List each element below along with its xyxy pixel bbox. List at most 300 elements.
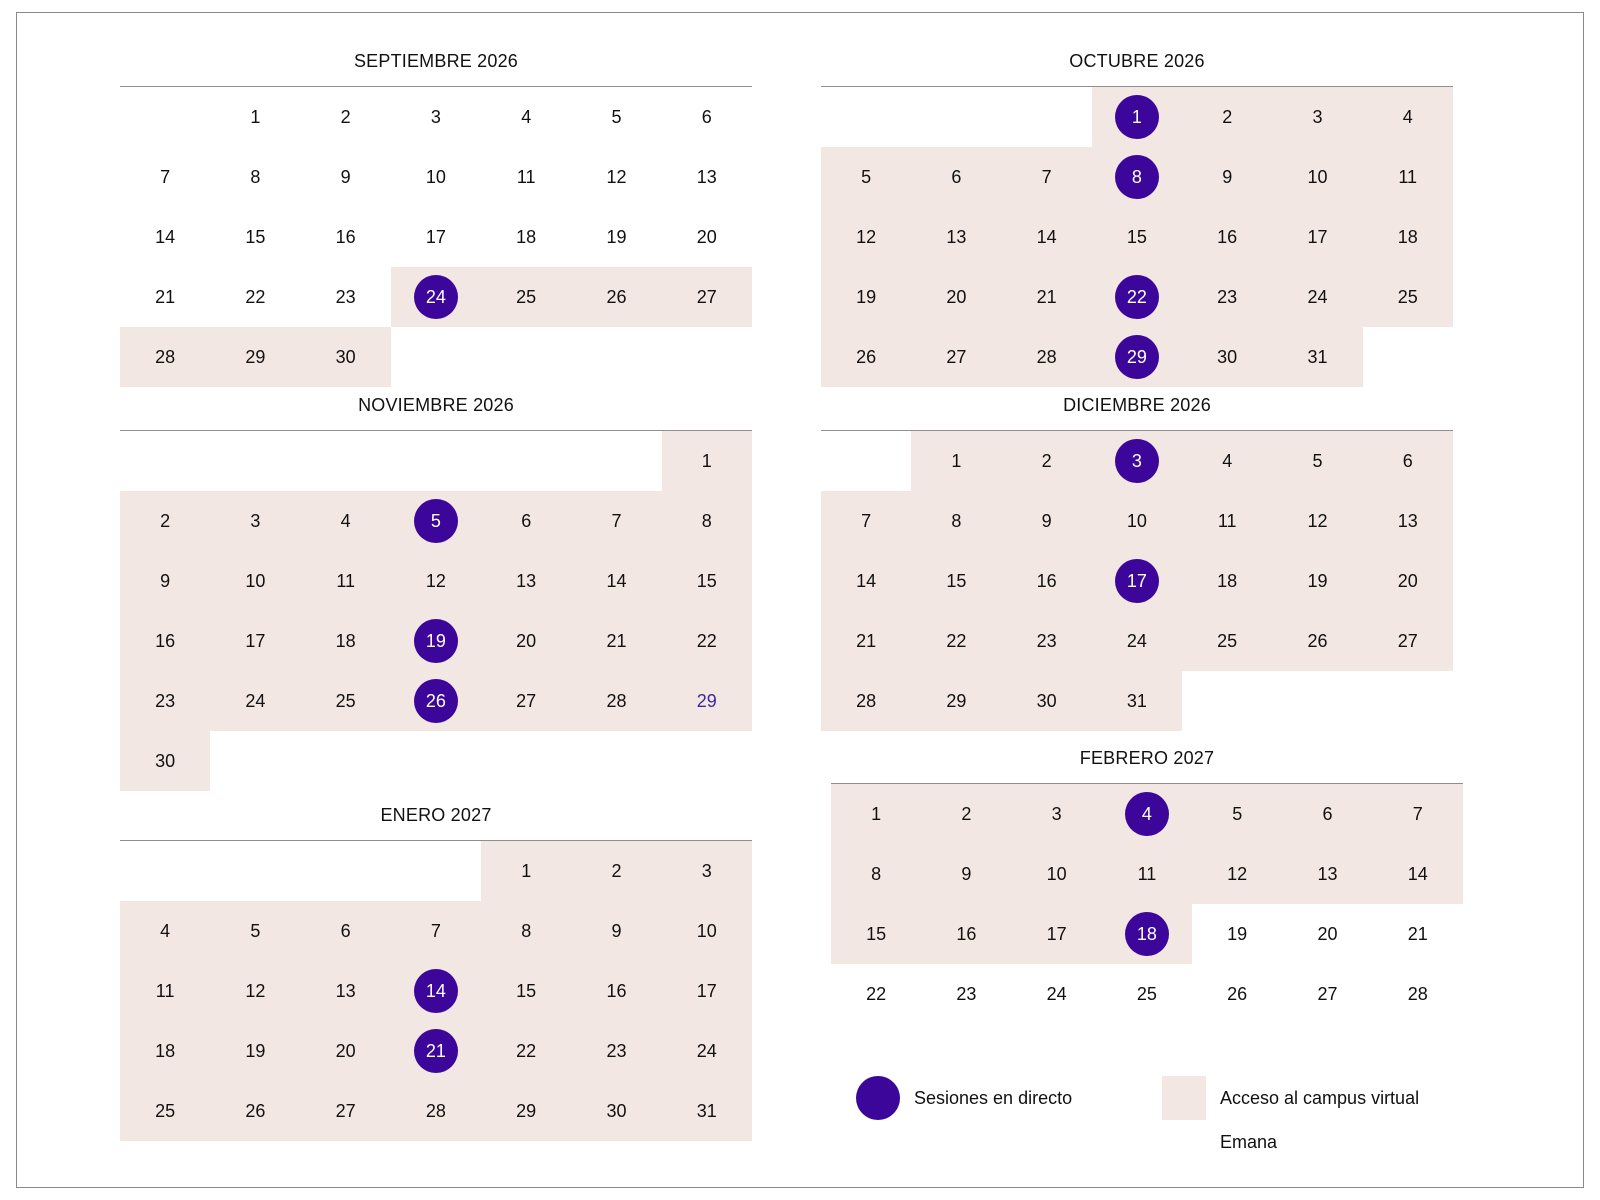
day-cell [1373, 844, 1463, 904]
live-session-day: 22 [1115, 275, 1159, 319]
day-cell [821, 267, 911, 327]
live-session-day: 3 [1115, 439, 1159, 483]
month-february-2027 [831, 733, 1463, 1024]
day-cell [481, 611, 571, 671]
day-cell [481, 1081, 571, 1141]
day-number: 1 [521, 860, 532, 881]
day-number: 2 [340, 106, 351, 127]
day-cell [571, 961, 661, 1021]
day-number: 4 [521, 106, 532, 127]
day-number: 8 [250, 166, 261, 187]
legend-live-label: Sesiones en directo [914, 1088, 1073, 1108]
day-cell [391, 147, 481, 207]
day-cell [662, 1081, 752, 1141]
day-cell [662, 671, 752, 731]
day-number: 17 [245, 630, 266, 651]
day-number: 9 [611, 920, 622, 941]
day-number: 7 [611, 510, 622, 531]
day-number: 29 [245, 346, 266, 367]
day-number: 6 [521, 510, 532, 531]
day-number: 15 [516, 980, 537, 1001]
day-cell [210, 901, 300, 961]
day-number: 19 [245, 1040, 266, 1061]
day-number: 5 [861, 166, 872, 187]
day-number: 30 [335, 346, 356, 367]
day-cell [821, 327, 911, 387]
day-number: 14 [606, 570, 627, 591]
day-number: 14 [1036, 226, 1057, 247]
day-cell [1363, 87, 1453, 147]
day-grid [120, 841, 752, 1141]
day-cell [1002, 671, 1092, 731]
day-number: 16 [1036, 570, 1057, 591]
day-cell [481, 841, 571, 901]
day-cell [210, 1021, 300, 1081]
day-cell [391, 611, 481, 671]
day-number: 23 [606, 1040, 627, 1061]
day-number: 21 [856, 630, 877, 651]
day-number: 13 [1397, 510, 1418, 531]
day-number: 17 [1307, 226, 1328, 247]
day-cell [1182, 611, 1272, 671]
day-number: 27 [516, 690, 537, 711]
day-number: 19 [856, 286, 877, 307]
day-cell [571, 1021, 661, 1081]
day-cell [210, 87, 300, 147]
day-grid [831, 784, 1463, 1024]
day-number: 11 [1398, 166, 1418, 187]
month-october-2026 [821, 36, 1453, 387]
empty-day-cell [210, 841, 300, 901]
day-number: 11 [1137, 863, 1157, 884]
day-cell [1092, 207, 1182, 267]
day-cell [481, 1021, 571, 1081]
day-number: 31 [1126, 690, 1147, 711]
day-cell [662, 431, 752, 491]
day-cell [120, 207, 210, 267]
day-number: 1 [701, 450, 712, 471]
day-number: 12 [425, 570, 446, 591]
day-cell [1092, 671, 1182, 731]
day-number: 13 [516, 570, 537, 591]
live-session-day: 21 [414, 1029, 458, 1073]
live-session-day: 5 [414, 499, 458, 543]
day-cell [821, 671, 911, 731]
day-number: 22 [245, 286, 266, 307]
month-title: OCTUBRE 2026 [1069, 51, 1205, 71]
day-cell [1363, 491, 1453, 551]
day-cell [921, 904, 1011, 964]
day-number: 4 [1402, 106, 1413, 127]
day-number: 6 [951, 166, 962, 187]
day-number: 26 [1307, 630, 1328, 651]
day-cell [911, 671, 1001, 731]
live-session-day: 19 [414, 619, 458, 663]
day-cell [1192, 784, 1282, 844]
day-number: 26 [606, 286, 627, 307]
day-cell [481, 551, 571, 611]
day-number: 6 [701, 106, 712, 127]
day-cell [301, 87, 391, 147]
day-cell [1182, 431, 1272, 491]
day-number: 27 [946, 346, 967, 367]
day-number: 20 [335, 1040, 356, 1061]
day-number: 16 [335, 226, 356, 247]
day-cell [1002, 551, 1092, 611]
day-number: 28 [155, 346, 176, 367]
day-cell [1192, 844, 1282, 904]
day-number: 10 [425, 166, 446, 187]
day-cell [911, 147, 1001, 207]
day-cell [831, 904, 921, 964]
day-number: 11 [1217, 510, 1237, 531]
day-number: 8 [701, 510, 712, 531]
day-number: 16 [1217, 226, 1238, 247]
day-cell [1002, 327, 1092, 387]
day-number: 2 [1222, 106, 1233, 127]
day-cell [120, 731, 210, 791]
day-cell [1002, 491, 1092, 551]
day-cell [1102, 784, 1192, 844]
day-number: 7 [1041, 166, 1052, 187]
day-number: 20 [946, 286, 967, 307]
day-number: 31 [696, 1100, 717, 1121]
day-number: 23 [956, 983, 977, 1004]
month-january-2027 [120, 790, 752, 1141]
day-number: 3 [250, 510, 261, 531]
empty-day-cell [301, 841, 391, 901]
day-number: 18 [516, 226, 537, 247]
day-cell [120, 901, 210, 961]
legend [856, 1076, 1476, 1152]
day-cell [1182, 147, 1272, 207]
day-number: 26 [245, 1100, 266, 1121]
day-cell [481, 961, 571, 1021]
day-cell [1012, 904, 1102, 964]
day-cell [1373, 784, 1463, 844]
day-number: 2 [961, 803, 972, 824]
day-cell [391, 1021, 481, 1081]
day-number: 7 [1412, 803, 1423, 824]
day-cell [1102, 964, 1192, 1024]
day-cell [1012, 844, 1102, 904]
day-cell [1092, 611, 1182, 671]
day-cell [911, 551, 1001, 611]
day-number: 18 [1217, 570, 1238, 591]
day-grid [821, 87, 1453, 387]
day-number: 23 [335, 286, 356, 307]
day-number: 12 [245, 980, 266, 1001]
month-title: NOVIEMBRE 2026 [358, 395, 514, 415]
day-number: 17 [425, 226, 446, 247]
day-cell [1092, 147, 1182, 207]
day-cell [391, 267, 481, 327]
month-title: FEBRERO 2027 [1079, 748, 1215, 768]
day-cell [1363, 207, 1453, 267]
day-number: 27 [696, 286, 717, 307]
day-cell [571, 147, 661, 207]
live-session-day: 4 [1125, 792, 1169, 836]
day-number: 9 [1041, 510, 1052, 531]
live-session-day: 1 [1115, 95, 1159, 139]
day-cell [831, 784, 921, 844]
day-cell [301, 1021, 391, 1081]
day-cell [821, 611, 911, 671]
day-number: 26 [1227, 983, 1248, 1004]
day-number: 13 [1317, 863, 1338, 884]
day-number: 24 [245, 690, 266, 711]
day-number: 3 [701, 860, 712, 881]
day-number: 11 [336, 570, 355, 591]
day-cell [1272, 87, 1362, 147]
day-cell [571, 1081, 661, 1141]
day-cell [911, 327, 1001, 387]
day-number: 8 [521, 920, 532, 941]
day-cell [1012, 784, 1102, 844]
day-number: 17 [1046, 923, 1067, 944]
day-number: 25 [1136, 983, 1157, 1004]
day-cell [481, 207, 571, 267]
day-cell [301, 207, 391, 267]
day-cell [1282, 964, 1372, 1024]
day-cell [391, 901, 481, 961]
day-number: 24 [1126, 630, 1147, 651]
day-number: 10 [1046, 863, 1067, 884]
day-number: 18 [155, 1040, 176, 1061]
day-number: 1 [951, 450, 962, 471]
day-number: 9 [160, 570, 171, 591]
day-cell [1102, 904, 1192, 964]
day-cell [481, 267, 571, 327]
day-number: 20 [1397, 570, 1418, 591]
day-cell [571, 87, 661, 147]
month-title: DICIEMBRE 2026 [1063, 395, 1211, 415]
day-cell [210, 611, 300, 671]
day-cell [1092, 327, 1182, 387]
day-cell [481, 147, 571, 207]
day-number: 13 [335, 980, 356, 1001]
day-cell [1373, 904, 1463, 964]
day-number: 1 [250, 106, 261, 127]
day-cell [821, 551, 911, 611]
day-cell [210, 147, 300, 207]
day-number: 12 [1307, 510, 1328, 531]
day-cell [662, 267, 752, 327]
day-number: 13 [696, 166, 717, 187]
live-session-day: 17 [1115, 559, 1159, 603]
day-cell [120, 551, 210, 611]
empty-day-cell [1002, 87, 1092, 147]
day-number: 5 [1232, 803, 1243, 824]
day-cell [831, 964, 921, 1024]
day-number: 23 [1217, 286, 1238, 307]
day-cell [821, 491, 911, 551]
day-cell [1182, 551, 1272, 611]
day-number: 9 [340, 166, 351, 187]
day-cell [210, 671, 300, 731]
day-cell [301, 1081, 391, 1141]
legend-campus-label: Acceso al campus virtual Emana [1220, 1088, 1420, 1152]
day-grid [821, 431, 1453, 731]
day-cell [1092, 491, 1182, 551]
day-cell [1272, 611, 1362, 671]
day-cell [120, 1081, 210, 1141]
day-number: 21 [1407, 923, 1428, 944]
day-cell [571, 671, 661, 731]
day-cell [911, 431, 1001, 491]
day-cell [921, 964, 1011, 1024]
day-number: 16 [155, 630, 176, 651]
live-session-day: 18 [1125, 912, 1169, 956]
day-cell [301, 267, 391, 327]
empty-day-cell [571, 431, 661, 491]
day-number: 18 [335, 630, 356, 651]
empty-day-cell [301, 431, 391, 491]
day-number: 28 [1407, 983, 1428, 1004]
day-cell [120, 961, 210, 1021]
day-cell [301, 551, 391, 611]
empty-day-cell [120, 87, 210, 147]
day-number: 29 [696, 690, 717, 711]
day-cell [1363, 431, 1453, 491]
day-number: 3 [430, 106, 441, 127]
day-number: 22 [866, 983, 887, 1004]
day-cell [571, 901, 661, 961]
day-cell [1272, 267, 1362, 327]
day-number: 14 [856, 570, 877, 591]
month-title: ENERO 2027 [380, 805, 492, 825]
live-session-day: 8 [1115, 155, 1159, 199]
month-title: SEPTIEMBRE 2026 [353, 51, 519, 71]
day-cell [391, 961, 481, 1021]
live-session-day: 29 [1115, 335, 1159, 379]
day-cell [1092, 551, 1182, 611]
day-cell [1182, 87, 1272, 147]
day-number: 12 [856, 226, 877, 247]
day-cell [911, 611, 1001, 671]
day-cell [120, 491, 210, 551]
day-cell [301, 491, 391, 551]
day-cell [571, 611, 661, 671]
day-cell [1002, 267, 1092, 327]
day-cell [210, 961, 300, 1021]
day-cell [1192, 964, 1282, 1024]
empty-day-cell [391, 431, 481, 491]
day-number: 4 [160, 920, 171, 941]
day-cell [1012, 964, 1102, 1024]
day-cell [571, 207, 661, 267]
day-cell [120, 267, 210, 327]
live-session-day: 14 [414, 969, 458, 1013]
day-number: 16 [956, 923, 977, 944]
day-cell [571, 267, 661, 327]
day-cell [1272, 327, 1362, 387]
day-number: 5 [250, 920, 261, 941]
day-cell [662, 491, 752, 551]
day-cell [1002, 147, 1092, 207]
day-cell [571, 551, 661, 611]
day-number: 9 [961, 863, 972, 884]
day-number: 7 [160, 166, 171, 187]
day-cell [662, 147, 752, 207]
empty-day-cell [821, 87, 911, 147]
day-cell [481, 671, 571, 731]
day-cell [662, 611, 752, 671]
day-cell [1272, 551, 1362, 611]
day-number: 22 [516, 1040, 537, 1061]
day-number: 10 [1126, 510, 1147, 531]
day-cell [662, 901, 752, 961]
day-number: 25 [1217, 630, 1238, 651]
day-number: 26 [856, 346, 877, 367]
empty-day-cell [911, 87, 1001, 147]
day-cell [1102, 844, 1192, 904]
day-number: 15 [1126, 226, 1147, 247]
day-cell [1182, 207, 1272, 267]
day-cell [391, 671, 481, 731]
day-cell [662, 207, 752, 267]
day-cell [481, 87, 571, 147]
day-cell [210, 207, 300, 267]
month-september-2026 [120, 36, 752, 387]
day-number: 19 [1307, 570, 1328, 591]
day-number: 21 [1036, 286, 1057, 307]
day-number: 31 [1307, 346, 1328, 367]
day-number: 27 [1397, 630, 1418, 651]
day-number: 28 [606, 690, 627, 711]
day-number: 15 [245, 226, 266, 247]
day-cell [911, 267, 1001, 327]
day-number: 14 [155, 226, 176, 247]
day-cell [1182, 327, 1272, 387]
day-cell [921, 784, 1011, 844]
day-cell [210, 327, 300, 387]
day-number: 13 [946, 226, 967, 247]
day-cell [1272, 431, 1362, 491]
day-cell [1182, 491, 1272, 551]
day-cell [831, 844, 921, 904]
day-cell [210, 1081, 300, 1141]
day-cell [391, 491, 481, 551]
day-cell [911, 207, 1001, 267]
day-cell [391, 1081, 481, 1141]
day-cell [1363, 551, 1453, 611]
day-grid [120, 87, 752, 387]
day-number: 4 [340, 510, 351, 531]
day-cell [120, 1021, 210, 1081]
day-cell [391, 551, 481, 611]
day-number: 9 [1222, 166, 1233, 187]
day-number: 28 [425, 1100, 446, 1121]
day-cell [1272, 491, 1362, 551]
month-december-2026 [821, 380, 1453, 731]
empty-day-cell [120, 431, 210, 491]
day-cell [120, 671, 210, 731]
day-cell [1002, 431, 1092, 491]
day-cell [1363, 611, 1453, 671]
day-cell [662, 551, 752, 611]
day-number: 15 [866, 923, 887, 944]
day-cell [1272, 207, 1362, 267]
live-session-swatch [856, 1076, 900, 1120]
day-number: 20 [1317, 923, 1338, 944]
day-cell [1373, 964, 1463, 1024]
day-number: 16 [606, 980, 627, 1001]
day-number: 30 [155, 750, 176, 771]
day-cell [301, 671, 391, 731]
day-number: 10 [1307, 166, 1328, 187]
day-number: 23 [1036, 630, 1057, 651]
